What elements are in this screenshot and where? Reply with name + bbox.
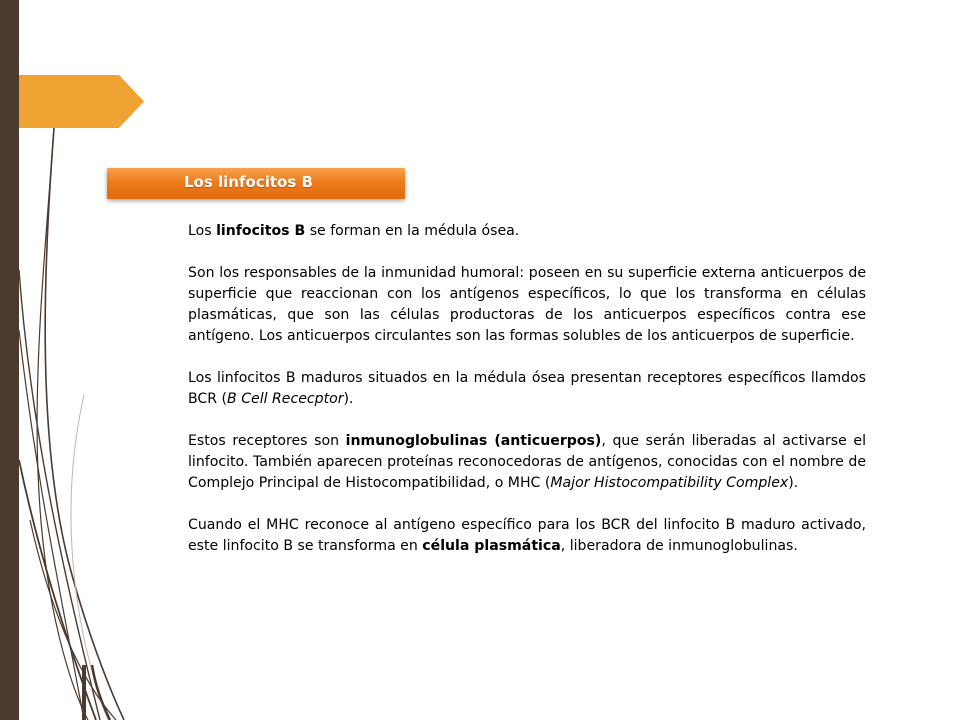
text: Cuando el MHC reconoce al antígeno específico para los BCR del linfocito B maduro activado, este linfocito B se transforma en bbox=[188, 517, 866, 554]
text: Los bbox=[188, 223, 217, 239]
text: se forman en la médula ósea. bbox=[305, 223, 520, 239]
italic-text: Major Histocompatibility Complex bbox=[550, 475, 789, 491]
section-title: Los linfocitos B bbox=[184, 173, 313, 191]
bold-text: linfocitos B bbox=[216, 223, 306, 239]
text: ). bbox=[343, 391, 354, 407]
text: Son los responsables de la inmunidad humoral: poseen en su superficie externa anticuerpos de superficie que reaccionan con los antígenos específicos, lo que los transforma en células plasmáticas, que son las células productoras de los anticuerpos específicos contra ese antígeno. Los anticuerpos circulantes son las formas solubles de los anticuerpos de superficie. bbox=[188, 265, 866, 344]
paragraph-4 bbox=[188, 431, 866, 494]
text: Los linfocitos B maduros situados en la médula ósea presentan receptores específicos llamdos BCR ( bbox=[188, 370, 866, 407]
orange-arrow-shape bbox=[19, 75, 144, 128]
bold-text: célula plasmática bbox=[422, 538, 561, 554]
text: , liberadora de inmunoglobulinas. bbox=[560, 538, 798, 554]
text: Estos receptores son bbox=[188, 433, 346, 449]
bold-text: inmunoglobulinas (anticuerpos) bbox=[345, 433, 602, 449]
body-text bbox=[188, 221, 866, 557]
text: , que serán liberadas al activarse el linfocito. También aparecen proteínas reconocedoras de antígenos, conocidas con el nombre de Complejo Principal de Histocompatibilidad, o MHC ( bbox=[188, 433, 867, 491]
paragraph-2 bbox=[188, 263, 866, 347]
italic-text: B Cell Rececptor bbox=[227, 391, 344, 407]
paragraph-1 bbox=[188, 221, 866, 242]
paragraph-5 bbox=[188, 515, 866, 557]
paragraph-3 bbox=[188, 368, 866, 410]
section-title-banner bbox=[107, 168, 405, 199]
text: ). bbox=[788, 475, 799, 491]
